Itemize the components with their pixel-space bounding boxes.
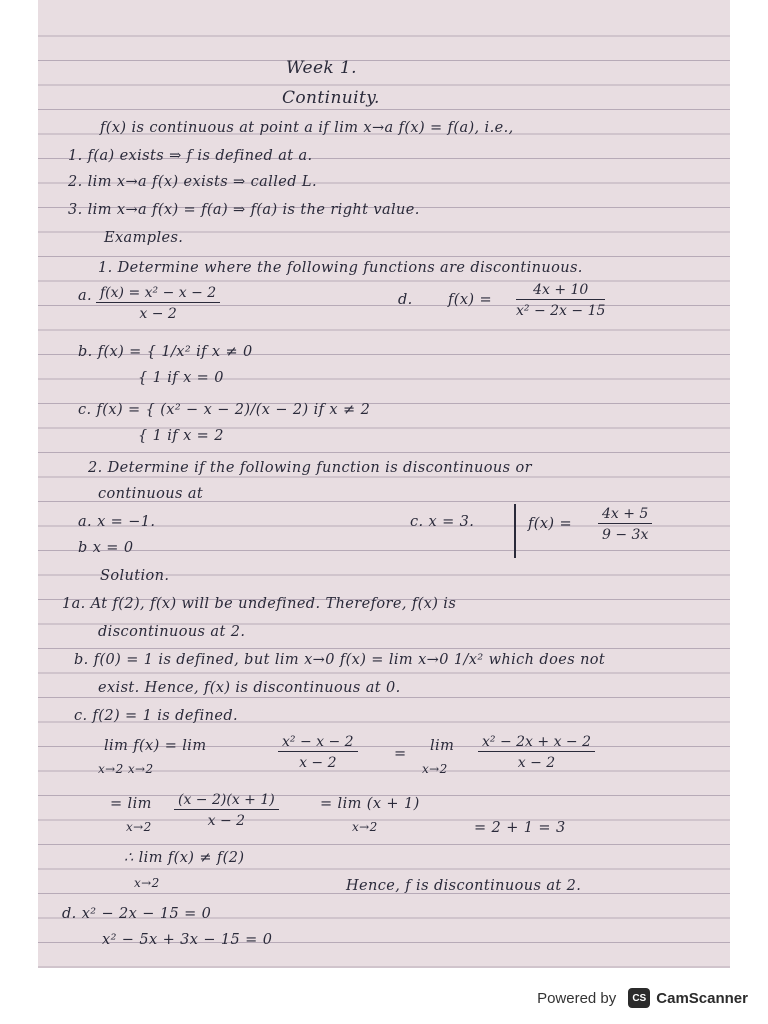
solution-1a-line2: discontinuous at 2. xyxy=(98,624,246,640)
definition-line: f(x) is continuous at point a if lim x→a f(x) = f(a), i.e., xyxy=(100,120,514,136)
solution-1c-conclusion-sub: x→2 xyxy=(134,876,160,890)
solution-1c-limit-sub: x→2 x→2 xyxy=(98,762,154,776)
solution-1c-equals: = xyxy=(394,746,407,762)
q1c-line2: { 1 if x = 2 xyxy=(138,428,224,444)
camscanner-brand: CamScanner xyxy=(656,989,748,1007)
q1a-label: a. xyxy=(78,288,93,304)
solution-1c-limit-2: lim xyxy=(430,738,455,754)
solution-1b-line2: exist. Hence, f(x) is discontinuous at 0. xyxy=(98,680,401,696)
q2-function-denominator: 9 − 3x xyxy=(602,527,649,543)
solution-1c-fraction-1 xyxy=(278,734,358,771)
solution-1c-fraction-1-den: x − 2 xyxy=(299,755,337,771)
scanner-watermark xyxy=(537,984,748,1012)
solution-1c-limit: lim f(x) = lim xyxy=(104,738,207,754)
solution-1c-fraction-2 xyxy=(478,734,595,771)
q1a-fraction xyxy=(96,285,220,322)
q2-function-lhs: f(x) = xyxy=(528,516,573,532)
condition-2: 2. lim x→a f(x) exists ⇒ called L. xyxy=(68,174,317,190)
q1b-line2: { 1 if x = 0 xyxy=(138,370,224,386)
solution-1c-conclusion: ∴ lim f(x) ≠ f(2) xyxy=(124,850,245,866)
q1c-line1: c. f(x) = { (x² − x − 2)/(x − 2) if x ≠ 2 xyxy=(78,402,371,418)
solution-1c-fraction-1-num: x² − x − 2 xyxy=(278,734,358,752)
solution-1c-fraction-3 xyxy=(174,792,279,829)
solution-heading: Solution. xyxy=(100,568,170,584)
q2-function-numerator: 4x + 5 xyxy=(598,506,652,524)
q2b: b x = 0 xyxy=(78,540,134,556)
page-subtitle: Continuity. xyxy=(282,88,380,108)
powered-by-text: Powered by xyxy=(537,989,617,1007)
camscanner-logo-icon: CS xyxy=(628,988,650,1008)
solution-1c-line1: c. f(2) = 1 is defined. xyxy=(74,708,239,724)
q2c: c. x = 3. xyxy=(410,514,475,530)
q1a-numerator: f(x) = x² − x − 2 xyxy=(96,285,220,303)
q1d-numerator: 4x + 10 xyxy=(516,282,605,300)
solution-1c-hence: Hence, f is discontinuous at 2. xyxy=(346,878,582,894)
q2-divider xyxy=(514,504,516,558)
notebook-page xyxy=(38,0,730,968)
question-1: 1. Determine where the following functions are discontinuous. xyxy=(98,260,583,276)
question-2-line2: continuous at xyxy=(98,486,204,502)
page-title: Week 1. xyxy=(286,58,357,78)
q2a: a. x = −1. xyxy=(78,514,156,530)
solution-1a-line1: 1a. At f(2), f(x) will be undefined. Therefore, f(x) is xyxy=(62,596,457,612)
solution-1c-fraction-2-num: x² − 2x + x − 2 xyxy=(478,734,595,752)
q1d-fraction xyxy=(516,282,605,319)
solution-1c-result: = 2 + 1 = 3 xyxy=(474,820,566,836)
q1a-denominator: x − 2 xyxy=(139,306,177,322)
solution-1d-line2: x² − 5x + 3x − 15 = 0 xyxy=(102,932,273,948)
solution-1c-fraction-3-num: (x − 2)(x + 1) xyxy=(174,792,279,810)
solution-1c-limit-2-sub: x→2 xyxy=(422,762,448,776)
q1d-lhs: f(x) = xyxy=(448,292,493,308)
solution-1b-line1: b. f(0) = 1 is defined, but lim x→0 f(x) = lim x→0 1/x² which does not xyxy=(74,652,606,668)
condition-1: 1. f(a) exists ⇒ f is defined at a. xyxy=(68,148,313,164)
solution-1c-step-a-sub: x→2 xyxy=(126,820,152,834)
solution-1c-step-a: = lim xyxy=(110,796,152,812)
solution-1c-step-b: = lim (x + 1) xyxy=(320,796,420,812)
solution-1c-step-b-sub: x→2 xyxy=(352,820,378,834)
solution-1d-line1: d. x² − 2x − 15 = 0 xyxy=(62,906,212,922)
solution-1c-fraction-3-den: x − 2 xyxy=(207,813,246,829)
examples-heading: Examples. xyxy=(104,230,184,246)
condition-3: 3. lim x→a f(x) = f(a) ⇒ f(a) is the right value. xyxy=(68,202,420,218)
solution-1c-fraction-2-den: x − 2 xyxy=(517,755,556,771)
question-2-line1: 2. Determine if the following function is discontinuous or xyxy=(88,460,532,476)
q1d-label: d. xyxy=(398,292,413,308)
q1d-denominator: x² − 2x − 15 xyxy=(516,303,606,319)
q1b-line1: b. f(x) = { 1/x² if x ≠ 0 xyxy=(78,344,253,360)
q2-function-fraction xyxy=(598,506,652,543)
